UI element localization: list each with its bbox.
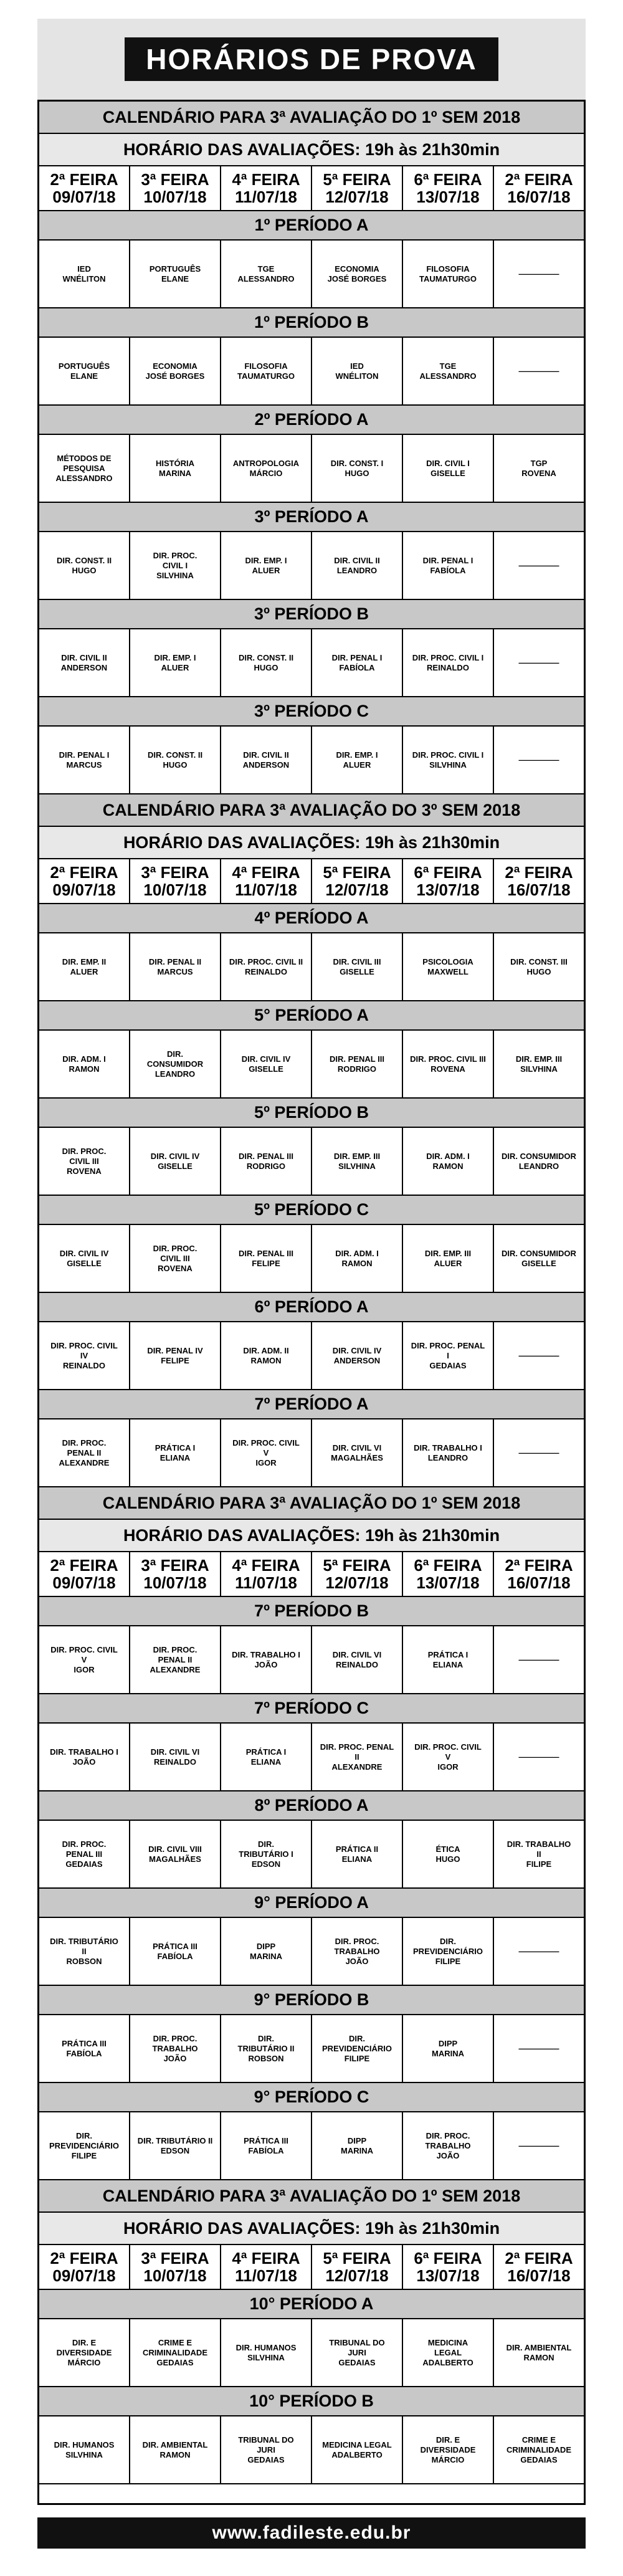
exam-cell: DIR. TRABALHO I JOÃO [39, 1724, 130, 1790]
exam-cell: PRÁTICA III FABÍOLA [221, 2112, 312, 2179]
exam-row [39, 1419, 584, 1487]
weekday-date: 11/07/18 [235, 880, 297, 899]
weekday-name: 2ª FEIRA [505, 170, 573, 189]
weekday-header [312, 2245, 403, 2289]
exam-cell: DIR. PROC. PENAL II ALEXANDRE [312, 1724, 403, 1790]
weekday-header [221, 166, 312, 210]
weekday-date: 10/07/18 [143, 188, 207, 206]
exam-row [39, 1918, 584, 1986]
exam-hours: HORÁRIO DAS AVALIAÇÕES: 19h às 21h30min [39, 134, 584, 166]
weekday-header [312, 166, 403, 210]
weekday-date: 13/07/18 [416, 188, 480, 206]
exam-cell: DIR. EMP. II ALUER [39, 933, 130, 1000]
exam-cell: DIR. CONST. II HUGO [221, 629, 312, 696]
exam-cell: DIR. PREVIDENCIÁRIO FILIPE [403, 1918, 494, 1985]
weekday-header [221, 1552, 312, 1596]
exam-cell: ANTROPOLOGIA MÁRCIO [221, 435, 312, 502]
exam-cell: DIR. PROC. CIVIL V IGOR [221, 1419, 312, 1486]
calendar-header: CALENDÁRIO PARA 3ª AVALIAÇÃO DO 3º SEM 2018 [39, 794, 584, 827]
period-header: 10° PERÍODO B [39, 2387, 584, 2416]
exam-cell: ————— [518, 1946, 559, 1956]
exam-cell: DIR. TRABALHO I JOÃO [221, 1626, 312, 1693]
exam-row [39, 2416, 584, 2484]
exam-cell: DIR. E DIVERSIDADE MÁRCIO [39, 2319, 130, 2386]
weekday-name: 5ª FEIRA [323, 863, 391, 882]
exam-row [39, 1031, 584, 1099]
exam-cell: DIR. PROC. TRABALHO JOÃO [403, 2112, 494, 2179]
weekday-row [39, 1552, 584, 1597]
exam-cell: DIR. CIVIL IV GISELLE [130, 1128, 221, 1195]
weekday-name: 2ª FEIRA [50, 170, 118, 189]
weekday-date: 16/07/18 [507, 1573, 571, 1592]
exam-cell: ————— [518, 1752, 559, 1762]
exam-cell: DIR. PROC. PENAL II ALEXANDRE [130, 1626, 221, 1693]
weekday-header [39, 859, 130, 903]
exam-cell: DIR. PROC. CIVIL III ROVENA [403, 1031, 494, 1097]
exam-cell: ————— [518, 2043, 559, 2053]
exam-cell: MÉTODOS DE PESQUISA ALESSANDRO [39, 435, 130, 502]
exam-cell: DIPP MARINA [221, 1918, 312, 1985]
exam-cell: PORTUGUÊS ELANE [130, 241, 221, 307]
exam-cell: DIR. PROC. CIVIL I REINALDO [403, 629, 494, 696]
weekday-date: 13/07/18 [416, 880, 480, 899]
period-header: 5º PERÍODO B [39, 1099, 584, 1128]
exam-cell: DIR. PROC. PENAL II ALEXANDRE [39, 1419, 130, 1486]
weekday-name: 5ª FEIRA [323, 1556, 391, 1575]
weekday-date: 12/07/18 [325, 1573, 389, 1592]
weekday-date: 11/07/18 [235, 188, 297, 206]
calendar-section [39, 794, 584, 1487]
weekday-name: 3ª FEIRA [141, 863, 209, 882]
exam-cell: PSICOLOGIA MAXWELL [403, 933, 494, 1000]
exam-cell: CRIME E CRIMINALIDADE GEDAIAS [130, 2319, 221, 2386]
weekday-date: 16/07/18 [507, 2266, 571, 2285]
exam-hours: HORÁRIO DAS AVALIAÇÕES: 19h às 21h30min [39, 1520, 584, 1552]
exam-cell: DIR. PENAL IV FELIPE [130, 1322, 221, 1389]
exam-cell: ————— [518, 755, 559, 765]
exam-cell: DIR. CONST. III HUGO [510, 956, 568, 976]
page-title: HORÁRIOS DE PROVA [125, 37, 498, 81]
exam-cell: DIR. TRIBUTÁRIO I EDSON [221, 1821, 312, 1887]
exam-cell: DIR. CIVIL IV GISELLE [39, 1225, 130, 1292]
exam-cell: ————— [518, 2140, 559, 2150]
weekday-date: 11/07/18 [235, 1573, 297, 1592]
weekday-name: 2ª FEIRA [50, 1556, 118, 1575]
weekday-name: 2ª FEIRA [505, 1556, 573, 1575]
exam-cell: DIR. ADM. I RAMON [403, 1128, 494, 1195]
exam-cell: ECONOMIA JOSÉ BORGES [312, 241, 403, 307]
period-header: 7º PERÍODO B [39, 1597, 584, 1626]
exam-cell: DIR. CIVIL III GISELLE [312, 933, 403, 1000]
weekday-date: 10/07/18 [143, 1573, 207, 1592]
exam-cell: DIR. PENAL II MARCUS [130, 933, 221, 1000]
exam-cell: DIR. AMBIENTAL RAMON [130, 2416, 221, 2483]
exam-cell: PRÁTICA I ELIANA [221, 1724, 312, 1790]
period-header: 1º PERÍODO A [39, 211, 584, 241]
exam-cell: DIR. TRIBUTÁRIO II EDSON [130, 2112, 221, 2179]
exam-cell: DIR. EMP. III ALUER [403, 1225, 494, 1292]
exam-cell: DIR. PROC. CIVIL V IGOR [39, 1626, 130, 1693]
exam-cell: DIR. PENAL I FABÍOLA [312, 629, 403, 696]
weekday-date: 09/07/18 [52, 188, 116, 206]
weekday-name: 6ª FEIRA [414, 1556, 482, 1575]
exam-row [39, 1225, 584, 1293]
exam-row [39, 2319, 584, 2387]
exam-cell: ————— [518, 1654, 559, 1664]
exam-cell: DIR. CONSUMIDOR LEANDRO [130, 1031, 221, 1097]
exam-cell: DIR. PROC. CIVIL I SILVHINA [130, 532, 221, 599]
calendar-section [39, 1487, 584, 2180]
weekday-name: 4ª FEIRA [232, 1556, 300, 1575]
weekday-name: 2ª FEIRA [505, 863, 573, 882]
period-header: 1º PERÍODO B [39, 308, 584, 338]
exam-cell: PRÁTICA II ELIANA [312, 1821, 403, 1887]
period-header: 8º PERÍODO A [39, 1791, 584, 1821]
weekday-name: 5ª FEIRA [323, 170, 391, 189]
exam-cell: ————— [518, 560, 559, 570]
weekday-row [39, 2245, 584, 2290]
weekday-date: 12/07/18 [325, 2266, 389, 2285]
weekday-header [130, 166, 221, 210]
exam-cell: DIR. CIVIL IV ANDERSON [312, 1322, 403, 1389]
weekday-name: 2ª FEIRA [50, 863, 118, 882]
weekday-date: 11/07/18 [235, 2266, 297, 2285]
period-header: 6º PERÍODO A [39, 1293, 584, 1322]
weekday-header [39, 1552, 130, 1596]
period-header: 7º PERÍODO C [39, 1694, 584, 1724]
period-header: 4º PERÍODO A [39, 904, 584, 933]
weekday-header [130, 2245, 221, 2289]
period-header: 9° PERÍODO B [39, 1986, 584, 2015]
weekday-header [494, 166, 584, 210]
weekday-header [312, 1552, 403, 1596]
exam-cell: DIR. CIVIL II ANDERSON [221, 727, 312, 793]
exam-cell: DIR. TRABALHO II FILIPE [506, 1839, 571, 1869]
exam-cell: DIR. TRABALHO I LEANDRO [403, 1419, 494, 1486]
weekday-row [39, 166, 584, 211]
weekday-name: 2ª FEIRA [50, 2249, 118, 2268]
weekday-name: 3ª FEIRA [141, 1556, 209, 1575]
exam-cell: DIR. CONST. II HUGO [39, 532, 130, 599]
exam-cell: DIR. HUMANOS SILVHINA [39, 2416, 130, 2483]
weekday-name: 6ª FEIRA [414, 2249, 482, 2268]
exam-cell: ————— [518, 1350, 559, 1360]
exam-cell: DIR. CIVIL VI REINALDO [130, 1724, 221, 1790]
period-header: 9° PERÍODO C [39, 2083, 584, 2112]
exam-cell: DIR. CIVIL VI MAGALHÃES [312, 1419, 403, 1486]
exam-cell: DIR. PROC. CIVIL III ROVENA [39, 1128, 130, 1195]
weekday-row [39, 859, 584, 904]
weekday-date: 13/07/18 [416, 2266, 480, 2285]
exam-row [39, 338, 584, 406]
exam-cell: DIR. PENAL III RODRIGO [312, 1031, 403, 1097]
exam-cell: DIR. PROC. CIVIL II REINALDO [221, 933, 312, 1000]
exam-row [39, 532, 584, 600]
exam-cell: DIR. CONST. II HUGO [130, 727, 221, 793]
exam-cell: TRIBUNAL DO JURI GEDAIAS [221, 2416, 312, 2483]
exam-row [39, 2015, 584, 2083]
weekday-name: 4ª FEIRA [232, 863, 300, 882]
exam-cell: ————— [518, 366, 559, 376]
exam-cell: DIR. EMP. I ALUER [312, 727, 403, 793]
exam-cell: DIR. HUMANOS SILVHINA [221, 2319, 312, 2386]
calendar-header: CALENDÁRIO PARA 3ª AVALIAÇÃO DO 1º SEM 2018 [39, 1487, 584, 1520]
weekday-header [130, 859, 221, 903]
weekday-name: 6ª FEIRA [414, 863, 482, 882]
exam-cell: PRÁTICA I ELIANA [403, 1626, 494, 1693]
exam-row [39, 1821, 584, 1889]
exam-cell: ————— [518, 1448, 559, 1457]
exam-cell: ————— [518, 269, 559, 279]
period-header: 3º PERÍODO A [39, 503, 584, 532]
exam-row [39, 727, 584, 794]
exam-cell: DIR. CIVIL IV GISELLE [221, 1031, 312, 1097]
exam-row [39, 1128, 584, 1196]
exam-cell: TGE ALESSANDRO [221, 241, 312, 307]
exam-row [39, 933, 584, 1001]
weekday-date: 09/07/18 [52, 1573, 116, 1592]
calendar-section [39, 102, 584, 794]
weekday-date: 16/07/18 [507, 880, 571, 899]
weekday-date: 12/07/18 [325, 880, 389, 899]
exam-cell: DIR. PROC. TRABALHO JOÃO [312, 1918, 403, 1985]
weekday-name: 4ª FEIRA [232, 2249, 300, 2268]
exam-cell: MEDICINA LEGAL ADALBERTO [312, 2416, 403, 2483]
exam-cell: DIR. EMP. I ALUER [221, 532, 312, 599]
weekday-date: 10/07/18 [143, 880, 207, 899]
weekday-header [221, 859, 312, 903]
weekday-name: 3ª FEIRA [141, 2249, 209, 2268]
exam-row [39, 1626, 584, 1694]
exam-cell: CRIME E CRIMINALIDADE GEDAIAS [506, 2435, 571, 2464]
weekday-header [403, 1552, 494, 1596]
weekday-header [494, 859, 584, 903]
schedule-container [37, 100, 586, 2505]
exam-cell: DIR. PROC. TRABALHO JOÃO [130, 2015, 221, 2082]
exam-cell: TGP ROVENA [521, 458, 556, 478]
exam-row [39, 241, 584, 308]
exam-cell: IED WNÉLITON [39, 241, 130, 307]
weekday-name: 3ª FEIRA [141, 170, 209, 189]
exam-cell: DIR. E DIVERSIDADE MÁRCIO [403, 2416, 494, 2483]
exam-row [39, 1724, 584, 1791]
exam-cell: PRÁTICA III FABÍOLA [130, 1918, 221, 1985]
weekday-header [130, 1552, 221, 1596]
exam-cell: DIR. PENAL I MARCUS [39, 727, 130, 793]
calendar-section [39, 2180, 584, 2484]
weekday-date: 09/07/18 [52, 2266, 116, 2285]
exam-cell: DIR. EMP. III SILVHINA [515, 1054, 563, 1074]
exam-cell: DIR. PENAL III FELIPE [221, 1225, 312, 1292]
weekday-header [39, 166, 130, 210]
weekday-name: 6ª FEIRA [414, 170, 482, 189]
exam-cell: DIR. PROC. PENAL I GEDAIAS [403, 1322, 494, 1389]
exam-cell: TGE ALESSANDRO [403, 338, 494, 404]
exam-cell: DIR. CIVIL VI REINALDO [312, 1626, 403, 1693]
exam-row [39, 435, 584, 503]
period-header: 3º PERÍODO C [39, 697, 584, 727]
weekday-date: 16/07/18 [507, 188, 571, 206]
exam-cell: HISTÓRIA MARINA [130, 435, 221, 502]
period-header: 5º PERÍODO C [39, 1196, 584, 1225]
exam-cell: DIR. PROC. CIVIL IV REINALDO [39, 1322, 130, 1389]
exam-cell: MEDICINA LEGAL ADALBERTO [403, 2319, 494, 2386]
exam-cell: DIR. TRIBUTÁRIO II ROBSON [221, 2015, 312, 2082]
period-header: 5° PERÍODO A [39, 1001, 584, 1031]
exam-row [39, 1322, 584, 1390]
exam-cell: DIR. PROC. PENAL III GEDAIAS [39, 1821, 130, 1887]
period-header: 9° PERÍODO A [39, 1889, 584, 1918]
exam-cell: DIR. PROC. CIVIL V IGOR [403, 1724, 494, 1790]
exam-cell: PORTUGUÊS ELANE [39, 338, 130, 404]
exam-cell: DIR. PENAL III RODRIGO [221, 1128, 312, 1195]
weekday-header [403, 859, 494, 903]
exam-cell: DIR. AMBIENTAL RAMON [506, 2342, 572, 2362]
footer-url[interactable]: www.fadileste.edu.br [37, 2517, 586, 2549]
weekday-name: 2ª FEIRA [505, 2249, 573, 2268]
exam-cell: DIR. ADM. II RAMON [221, 1322, 312, 1389]
weekday-header [403, 166, 494, 210]
period-header: 7º PERÍODO A [39, 1390, 584, 1419]
weekday-header [494, 1552, 584, 1596]
exam-hours: HORÁRIO DAS AVALIAÇÕES: 19h às 21h30min [39, 827, 584, 859]
weekday-name: 5ª FEIRA [323, 2249, 391, 2268]
weekday-header [312, 859, 403, 903]
exam-row [39, 2112, 584, 2180]
exam-cell: DIR. PREVIDENCIÁRIO FILIPE [312, 2015, 403, 2082]
exam-cell: IED WNÉLITON [312, 338, 403, 404]
exam-cell: DIR. ADM. I RAMON [39, 1031, 130, 1097]
exam-cell: DIPP MARINA [312, 2112, 403, 2179]
weekday-date: 12/07/18 [325, 188, 389, 206]
exam-cell: DIR. CONSUMIDOR LEANDRO [502, 1151, 576, 1171]
exam-cell: DIPP MARINA [403, 2015, 494, 2082]
weekday-header [403, 2245, 494, 2289]
exam-cell: PRÁTICA III FABÍOLA [39, 2015, 130, 2082]
calendar-header: CALENDÁRIO PARA 3ª AVALIAÇÃO DO 1º SEM 2018 [39, 2180, 584, 2213]
exam-cell: DIR. PROC. CIVIL III ROVENA [130, 1225, 221, 1292]
weekday-date: 13/07/18 [416, 1573, 480, 1592]
weekday-date: 09/07/18 [52, 880, 116, 899]
exam-cell: ————— [518, 657, 559, 667]
exam-cell: DIR. ADM. I RAMON [312, 1225, 403, 1292]
exam-row [39, 629, 584, 697]
exam-cell: ÉTICA HUGO [403, 1821, 494, 1887]
exam-cell: DIR. CONSUMIDOR GISELLE [502, 1248, 576, 1268]
weekday-header [221, 2245, 312, 2289]
exam-cell: TRIBUNAL DO JURI GEDAIAS [312, 2319, 403, 2386]
period-header: 2º PERÍODO A [39, 406, 584, 435]
exam-cell: FILOSOFIA TAUMATURGO [221, 338, 312, 404]
weekday-header [39, 2245, 130, 2289]
weekday-date: 10/07/18 [143, 2266, 207, 2285]
exam-cell: DIR. PENAL I FABÍOLA [403, 532, 494, 599]
period-header: 3º PERÍODO B [39, 600, 584, 629]
weekday-header [494, 2245, 584, 2289]
exam-cell: DIR. PROC. CIVIL I SILVHINA [403, 727, 494, 793]
exam-cell: PRÁTICA I ELIANA [130, 1419, 221, 1486]
exam-cell: DIR. CIVIL I GISELLE [403, 435, 494, 502]
exam-cell: DIR. CONST. I HUGO [312, 435, 403, 502]
exam-cell: DIR. PREVIDENCIÁRIO FILIPE [39, 2112, 130, 2179]
exam-hours: HORÁRIO DAS AVALIAÇÕES: 19h às 21h30min [39, 2213, 584, 2245]
exam-cell: DIR. CIVIL II LEANDRO [312, 532, 403, 599]
exam-cell: FILOSOFIA TAUMATURGO [403, 241, 494, 307]
exam-cell: DIR. CIVIL II ANDERSON [39, 629, 130, 696]
exam-cell: DIR. CIVIL VIII MAGALHÃES [130, 1821, 221, 1887]
exam-cell: DIR. TRIBUTÁRIO II ROBSON [39, 1918, 130, 1985]
period-header: 10° PERÍODO A [39, 2290, 584, 2319]
exam-cell: DIR. EMP. III SILVHINA [312, 1128, 403, 1195]
weekday-name: 4ª FEIRA [232, 170, 300, 189]
calendar-header: CALENDÁRIO PARA 3ª AVALIAÇÃO DO 1º SEM 2018 [39, 102, 584, 134]
exam-cell: DIR. EMP. I ALUER [130, 629, 221, 696]
exam-cell: ECONOMIA JOSÉ BORGES [130, 338, 221, 404]
